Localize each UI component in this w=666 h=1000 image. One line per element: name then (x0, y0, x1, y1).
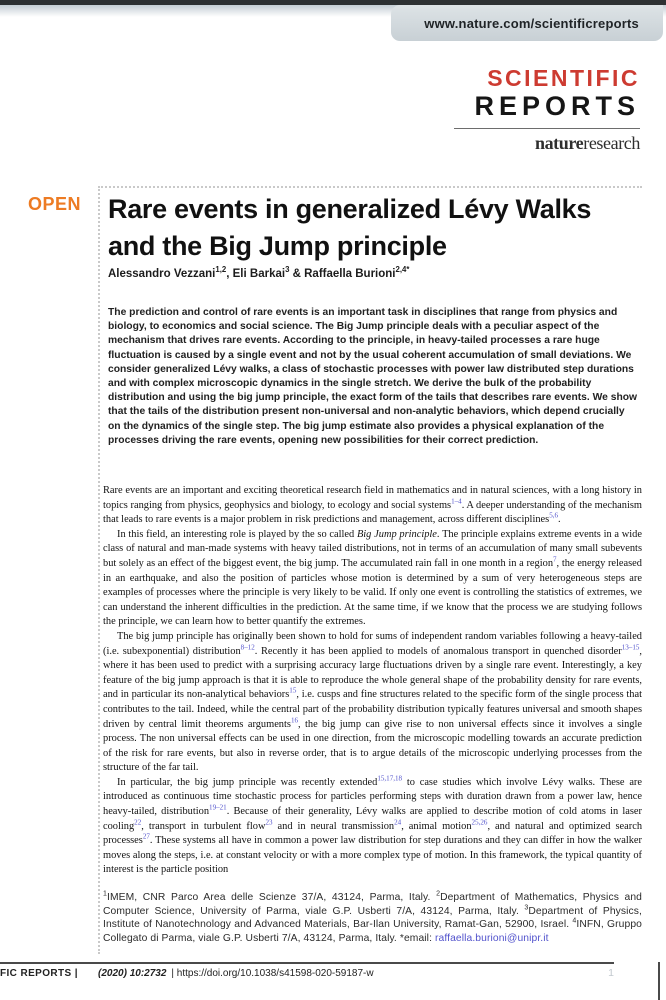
footer-edge-mark (658, 962, 660, 1000)
journal-url-banner (391, 5, 663, 41)
journal-url-text: www.nature.com/scientificreports (424, 15, 639, 31)
reference-link[interactable]: 5,6 (549, 511, 559, 520)
footer-journal-name: FIC REPORTS | (0, 968, 79, 979)
affiliation-marker: 2,4* (395, 265, 410, 275)
affiliations-footnote: $^1$IMEM, CNR Parco Area delle Scienze 37/A, 43124, Parma, Italy. $^2$Department of Mathematics, Physics and Computer Science, University of Parma, viale G.P. Usberti 7/A, 43124, Parma, Italy. $^3$Department of Physics, Institute of Nanotechnology and Advanced Materials, Bar-Ilan University, Ramat-Gan, 52900, Israel. $^4$INFN, Gruppo Collegato di Parma, viale G.P. Usberti 7/A, 43124, Parma, Italy. *email: raffaella.burioni@unipr.it (103, 890, 642, 945)
reference-link[interactable]: 27 (142, 832, 150, 841)
affiliation-marker: 3 (524, 904, 529, 912)
reference-link[interactable]: 22 (134, 818, 142, 827)
footer-doi-link[interactable]: | https://doi.org/10.1038/s41598-020-59187-w (171, 968, 374, 979)
page-number: 1 (608, 967, 614, 979)
article-title: Rare events in generalized Lévy Walks and the Big Jump principle (108, 194, 592, 261)
journal-logo (454, 66, 640, 154)
reference-link[interactable]: 15,17,18 (377, 774, 403, 783)
authors-line: Alessandro Vezzani$^{1,2}$, Eli Barkai$^3$ & Raffaella Burioni$^{2,4*}$ (108, 265, 410, 280)
open-access-badge: OPEN (28, 194, 82, 214)
affiliation-marker: 1,2 (215, 265, 227, 275)
publisher-nature: nature (534, 133, 584, 153)
reference-link[interactable]: 23 (265, 818, 273, 827)
reference-link[interactable]: 19–21 (209, 803, 227, 812)
reference-link[interactable]: 8–12 (240, 643, 255, 652)
affiliation-marker: 3 (285, 265, 290, 275)
reference-link[interactable]: 1–4 (451, 497, 462, 506)
abstract: The prediction and control of rare events is an important task in disciplines that range from physics and biology, to economics and social science. The Big Jump principle deals with a peculiar aspect of the mechanism that drives rare events. According to the principle, in heavy-tailed processes a rare huge fluctuation is caused by a single event and not by the usual coherent accumulation of small deviations. We consider generalized Lévy walks, a class of stochastic processes with power law distributed step durations and with complex microscopic dynamics in the single stretch. We derive the bulk of the probability distribution and using the big jump principle, the exact form of the tails that describes rare events. We show that the tails of the distribution present non-universal and non-analytic behaviors, which depend crucially on the dynamics of the single step. The big jump estimate also provides a physical explanation of the processes driving the rare events, opening new possibilities for their correct prediction. (108, 307, 638, 446)
body-paragraph: In this field, an interesting role is played by the so called Big Jump principle. The principle explains extreme events in a wide class of natural and man-made systems with heavy tailed distributions, not in terms of an accumulation of many small subevents but solely as an effect of the biggest event, the big jump. The accumulated rain fall in one month in a region$^7$, the energy released in an earthquake, and also the position of particles whose motion is determined by a sum of very heterogeneous steps are examples of processes where the principle is very likely to be valid. If only one event is controlling the statistics of extremes, we can understand the inherent difficulties in the prediction. At the same time, if we know that the process we are studying follows the principle, we can learn how to better quantify the extremes. (103, 528, 642, 628)
publisher-wordmark (454, 133, 640, 154)
dotted-rule-horizontal (98, 186, 642, 188)
reference-link[interactable]: 25,26 (471, 818, 488, 827)
reference-link[interactable]: 13–15 (621, 643, 640, 652)
email-link[interactable]: raffaella.burioni@unipr.it (435, 933, 549, 945)
reference-link[interactable]: 15 (289, 686, 297, 695)
reference-link[interactable]: 7 (553, 555, 557, 564)
italic-term: Big Jump principle (356, 528, 437, 540)
body-paragraph: The big jump principle has originally been shown to hold for sums of independent random variables following a heavy-tailed (i.e. subexponential) distribution$^{8-12}$. Recently it has been applied to models of anomalous transport in quenched disorder$^{13-15}$, where it has been used to predict with a surprising accuracy large fluctuations driven by a single rare event. Interestingly, a key feature of the big jump approach is that it is able to reproduce the whole general shape of the probability density for rare events, and in particular its non-analytical behaviors$^{15}$, i.e. cusps and fine structures related to the specific form of the single process that contributes to the tail. Indeed, while the central part of the probability distribution typically features universal and smooth shapes driven by central limit theorems arguments$^{16}$, the big jump can give rise to non universal effects since it involves a single process. The non universal effects can be used in one direction, from the microscopic modelling towards an accurate prediction of the risk for rare events, but also in reverse order, that is to argue details of the microscopic underlying processes from the structure of the far tail. (103, 630, 643, 774)
affiliation-marker: 4 (572, 917, 577, 925)
dotted-rule-vertical (98, 186, 100, 954)
body-paragraph: In particular, the big jump principle was recently extended$^{15,17,18}$ to case studies which involve Lévy walks. These are introduced as continuous time stochastic process for particles performing steps with duration drawn from a power law, hence heavy-tailed, distribution$^{19-21}$. Because of their generality, Lévy walks are applied to describe motion of cold atoms in laser cooling$^{22}$, transport in turbulent flow$^{23}$ and in neural transmission$^{24}$, animal motion$^{25,26}$, and natural and optimized search processes$^{27}$. These systems all have in common a power law distribution for step durations and they can differ in how the walker moves along the steps, i.e. at constant velocity or with a more complex type of motion. In this framework, the typical quantity of interest is the particle position (103, 774, 643, 876)
body-paragraph: Rare events are an important and exciting theoretical research field in mathematics and in natural sciences, with a long history in topics ranging from physics, geophysics and biology, to ecology and social systems$^{1-4}$. A deeper understanding of the mechanism that leads to rare events is a major problem in risk predictions and management, across different disciplines$^{5,6}$. (103, 485, 643, 526)
article-body (103, 484, 642, 878)
footer-rule (0, 962, 614, 964)
affiliation-marker: 1 (103, 890, 107, 898)
logo-reports: REPORTS (474, 91, 640, 121)
footer-citation-line (0, 968, 374, 979)
reference-link[interactable]: 16 (290, 716, 298, 725)
publisher-research: research (583, 133, 640, 153)
affiliation-marker: 2 (436, 890, 441, 898)
logo-divider (454, 128, 640, 129)
footer-volume-citation: (2020) 10:2732 (98, 968, 167, 979)
reference-link[interactable]: 24 (394, 818, 402, 827)
logo-scientific: SCIENTIFIC (487, 65, 640, 91)
